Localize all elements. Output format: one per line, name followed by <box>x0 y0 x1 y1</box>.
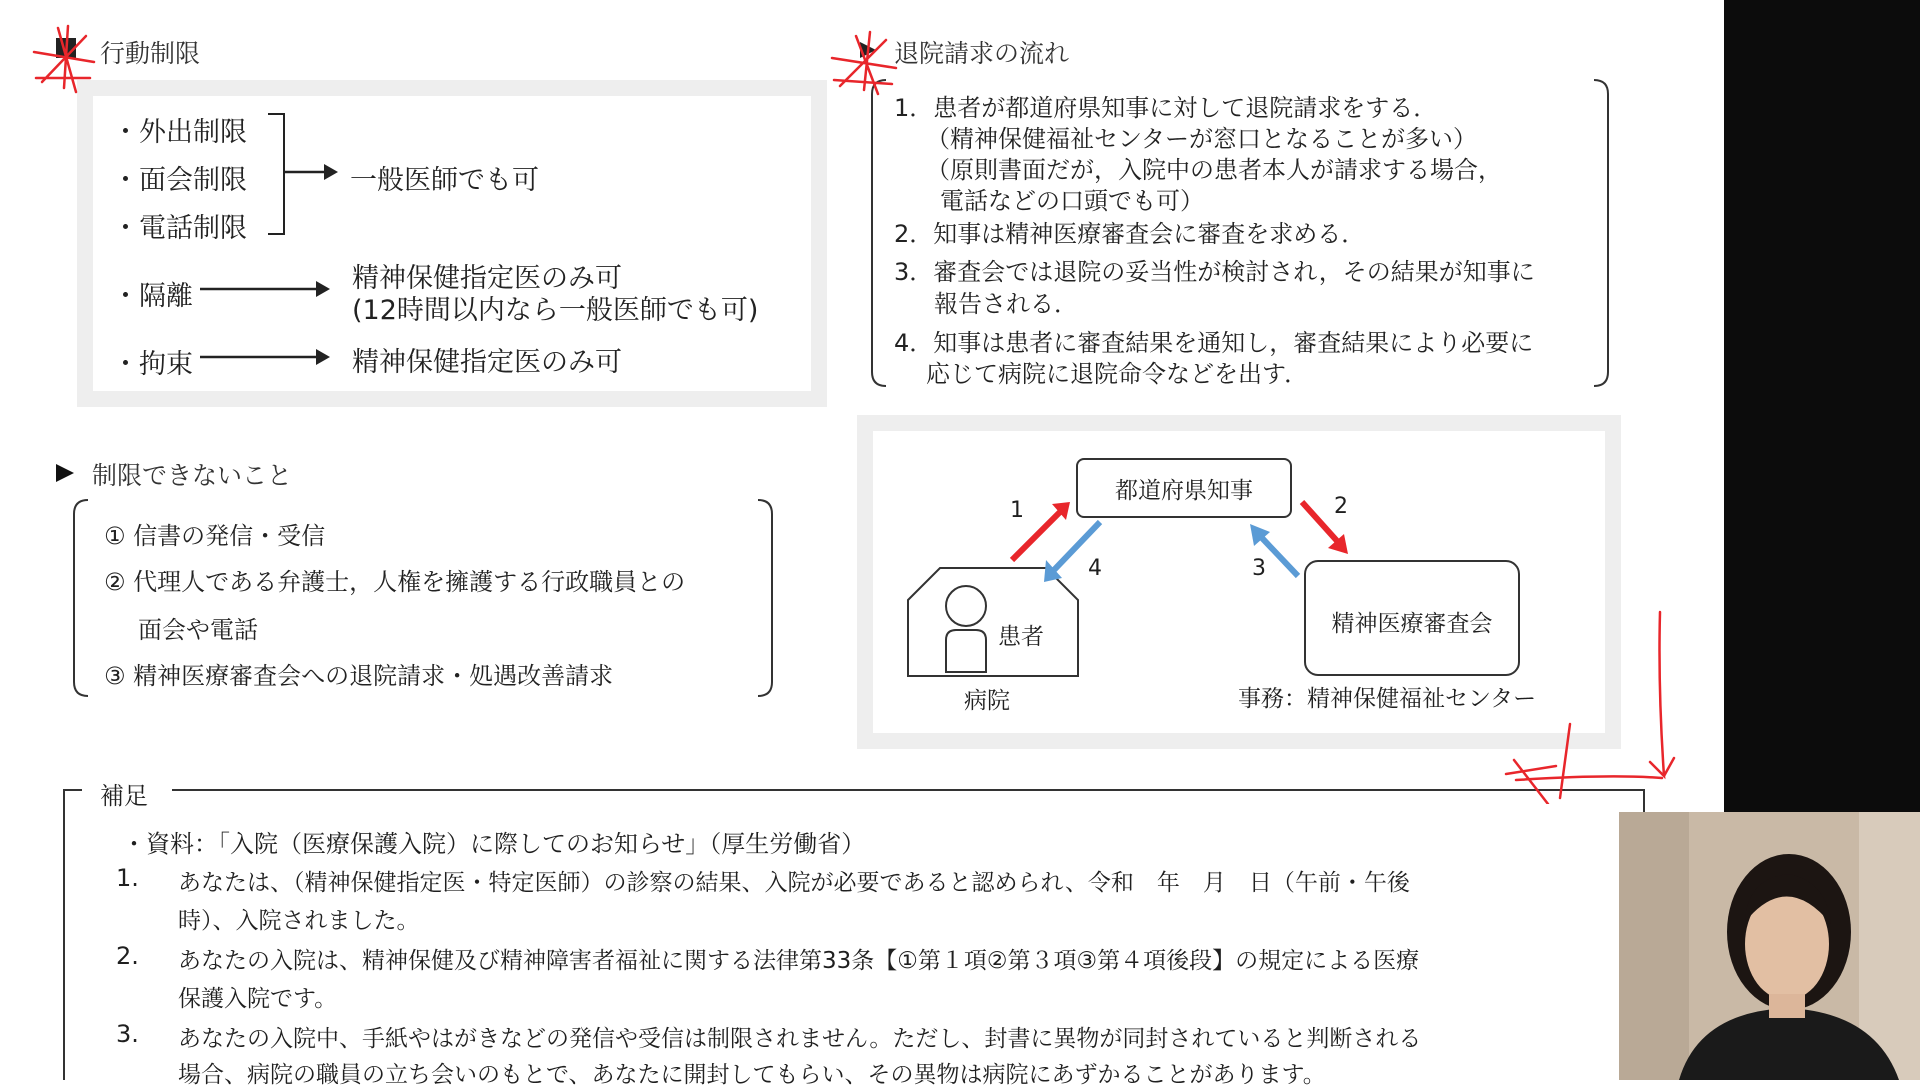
heading-behavior-restriction: 行動制限 <box>100 39 201 68</box>
diagram-arrows <box>1000 490 1370 590</box>
flow-line-1c: 電話などの口頭でも可） <box>940 187 1204 215</box>
flow-line-4a: 応じて病院に退院命令などを出す． <box>926 360 1309 388</box>
flow-line-4: 4．知事は患者に審査結果を通知し，審査結果により必要に <box>894 329 1534 357</box>
red-star-annotation-2 <box>826 28 900 96</box>
isolation-arrow <box>198 278 333 300</box>
arrow-label-3: 3 <box>1252 556 1266 581</box>
supp-2-num: 2. <box>116 942 139 970</box>
group-bracket-arrow <box>262 110 342 240</box>
flow-line-2: 2．知事は精神医療審査会に審査を求める． <box>894 220 1366 248</box>
flow-line-1b: （原則書面だが，入院中の患者本人が請求する場合， <box>926 156 1502 184</box>
flow-line-1: 1．患者が都道府県知事に対して退院請求をする． <box>894 94 1438 122</box>
red-star-annotation-1 <box>28 22 98 94</box>
triangle-bullet-2 <box>54 462 76 484</box>
supp-3-num: 3. <box>116 1020 139 1048</box>
restraint-result: 精神保健指定医のみ可 <box>352 347 622 378</box>
supplement-source: ・資料：「入院（医療保護入院）に際してのお知らせ」（厚生労働省） <box>122 830 866 858</box>
webcam-presenter <box>1619 812 1920 1080</box>
supp-1-line2: 時）、入院されました。 <box>178 908 420 934</box>
supp-2-line2: 保護入院です。 <box>178 986 338 1012</box>
supp-3-line1: あなたの入院中、手紙やはがきなどの発信や受信は制限されません。ただし、封書に異物が同封されていると判断される <box>178 1026 1422 1052</box>
supp-1-line1: あなたは、（精神保健指定医・特定医師）の診察の結果、入院が必要であると認められ、令和 年 月 日（午前・午後 <box>178 870 1410 896</box>
isolation-result-1: 精神保健指定医のみ可 <box>352 263 622 294</box>
restriction-isolation: ・隔離 <box>112 281 193 312</box>
review-board-label: 精神医療審査会 <box>1331 611 1493 637</box>
arrow-label-4: 4 <box>1088 556 1102 581</box>
restriction-visit: ・面会制限 <box>112 165 247 196</box>
restriction-phone: ・電話制限 <box>112 213 247 244</box>
hospital-label: 病院 <box>964 688 1010 714</box>
restriction-outing: ・外出制限 <box>112 117 247 148</box>
patient-label: 患者 <box>998 624 1044 650</box>
supp-1-num: 1. <box>116 864 139 892</box>
isolation-result-2: (12時間以内なら一般医師でも可) <box>352 295 759 326</box>
arrow-label-2: 2 <box>1334 494 1348 519</box>
cannot-item-1: ① 信書の発信・受信 <box>104 522 326 550</box>
group-result: 一般医師でも可 <box>350 165 539 196</box>
flow-line-3: 3．審査会では退院の妥当性が検討され，その結果が知事に <box>894 258 1535 286</box>
restraint-arrow <box>198 346 333 368</box>
supp-3-line2: 場合、病院の職員の立ち会いのもとで、あなたに開封してもらい、その異物は病院にあずかることがあります。 <box>178 1062 1326 1088</box>
governor-label: 都道府県知事 <box>1115 478 1253 504</box>
cannot-item-2: ② 代理人である弁護士，人権を擁護する行政職員との <box>104 568 686 596</box>
flow-line-3a: 報告される． <box>934 290 1078 318</box>
flow-line-1a: （精神保健福祉センターが窓口となることが多い） <box>926 125 1478 153</box>
heading-cannot-restrict: 制限できないこと <box>92 461 293 490</box>
restriction-restraint: ・拘束 <box>112 349 193 380</box>
arrow-label-1: 1 <box>1010 498 1024 523</box>
office-label: 事務：精神保健福祉センター <box>1238 686 1537 712</box>
cannot-item-3: ③ 精神医療審査会への退院請求・処遇改善請求 <box>104 662 614 690</box>
supplement-title: 補足 <box>100 782 148 810</box>
heading-discharge-flow: 退院請求の流れ <box>894 39 1070 68</box>
cannot-item-2b: 面会や電話 <box>138 616 258 644</box>
supp-2-line1: あなたの入院は、精神保健及び精神障害者福祉に関する法律第33条【①第１項②第３項③第４項後段】の規定による医療 <box>178 948 1420 974</box>
red-arrow-annotation <box>1500 608 1680 804</box>
